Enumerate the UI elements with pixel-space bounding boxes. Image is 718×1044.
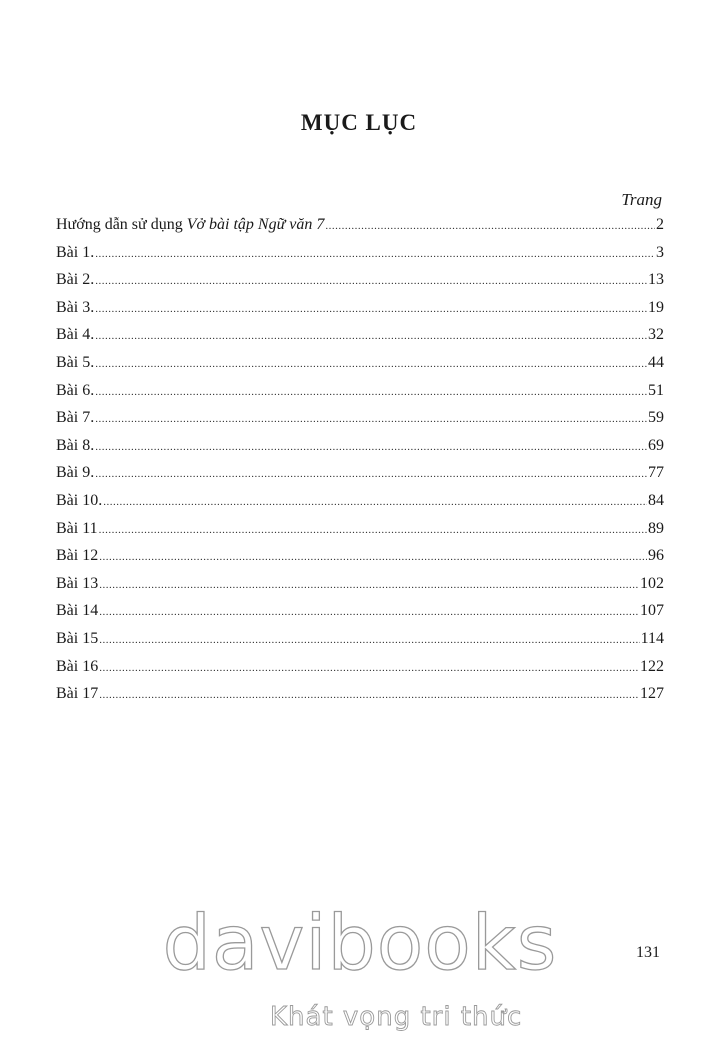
toc-entry-page: 32 [648, 326, 664, 344]
page-number: 131 [636, 944, 660, 961]
toc-entry-label: Hướng dẫn sử dụng Vở bài tập Ngữ văn 7 [56, 216, 325, 233]
toc-row [56, 271, 664, 299]
toc-row [56, 299, 664, 327]
toc-entry-page: 89 [648, 519, 664, 537]
toc-entry-page: 84 [648, 491, 664, 509]
toc-row [56, 685, 664, 713]
dot-leader [99, 551, 647, 563]
toc-entry-page: 44 [648, 353, 664, 371]
toc-entry-page: 107 [640, 602, 664, 620]
toc-entry-page: 19 [648, 298, 664, 316]
toc-entry-page: 13 [648, 271, 664, 289]
toc-entry-label: Bài 3. [56, 298, 95, 316]
toc-entry-label: Bài 5. [56, 353, 95, 371]
dot-leader [99, 524, 647, 536]
toc-entry-page: 122 [640, 657, 664, 675]
dot-leader [99, 579, 639, 591]
toc-entry-page: 96 [648, 547, 664, 565]
toc-entry-label: Bài 13 [56, 574, 99, 592]
toc-row [56, 326, 664, 354]
dot-leader [99, 689, 639, 701]
toc-row [56, 354, 664, 382]
toc-row [56, 658, 664, 686]
watermark-logo: davibooks [162, 898, 558, 987]
toc-entry-page: 114 [640, 629, 664, 647]
toc-entry-label: Bài 15 [56, 629, 99, 647]
toc-row [56, 602, 664, 630]
page-column-header: Trang [621, 190, 662, 209]
dot-leader [95, 441, 647, 453]
toc-row [56, 244, 664, 272]
dot-leader [95, 275, 647, 287]
toc-row [56, 492, 664, 520]
toc-entry-label: Bài 6. [56, 381, 95, 399]
toc-entry-label: Bài 10. [56, 491, 103, 509]
toc-row [56, 547, 664, 575]
toc-entry-page: 2 [656, 216, 664, 233]
toc-row [56, 382, 664, 410]
page-title: MỤC LỤC [300, 110, 418, 135]
toc-entry-page: 59 [648, 409, 664, 427]
toc-entry-label: Bài 16 [56, 657, 99, 675]
toc-entry-page: 69 [648, 436, 664, 454]
toc-row-intro [56, 216, 664, 244]
toc-entry-page: 51 [648, 381, 664, 399]
toc-entry-page: 127 [640, 685, 664, 703]
toc-entry-label: Bài 17 [56, 685, 99, 703]
toc-entry-page: 77 [648, 464, 664, 482]
toc-entry-label: Bài 8. [56, 436, 95, 454]
dot-leader [95, 468, 647, 480]
toc-row [56, 464, 664, 492]
table-of-contents [56, 216, 664, 713]
dot-leader [95, 248, 655, 260]
dot-leader [325, 220, 655, 232]
toc-entry-page: 102 [640, 574, 664, 592]
toc-row [56, 630, 664, 658]
dot-leader [99, 634, 639, 646]
toc-entry-label: Bài 1. [56, 243, 95, 261]
dot-leader [95, 413, 647, 425]
dot-leader [99, 662, 639, 674]
toc-entry-label: Bài 9. [56, 464, 95, 482]
toc-entry-label: Bài 4. [56, 326, 95, 344]
dot-leader [99, 606, 639, 618]
toc-entry-label: Bài 7. [56, 409, 95, 427]
toc-entry-page: 3 [656, 243, 664, 261]
dot-leader [95, 386, 647, 398]
book-title-italic: Vở bài tập Ngữ văn 7 [186, 216, 325, 233]
dot-leader [95, 330, 647, 342]
toc-entry-label: Bài 12 [56, 547, 99, 565]
toc-row [56, 520, 664, 548]
dot-leader [103, 496, 647, 508]
toc-entry-label: Bài 11 [56, 519, 98, 537]
toc-row [56, 437, 664, 465]
dot-leader [95, 358, 647, 370]
toc-entry-label: Bài 2. [56, 271, 95, 289]
toc-entry-label: Bài 14 [56, 602, 99, 620]
watermark-slogan: Khát vọng tri thức [270, 1002, 523, 1032]
toc-row [56, 409, 664, 437]
toc-row [56, 575, 664, 603]
dot-leader [95, 303, 647, 315]
